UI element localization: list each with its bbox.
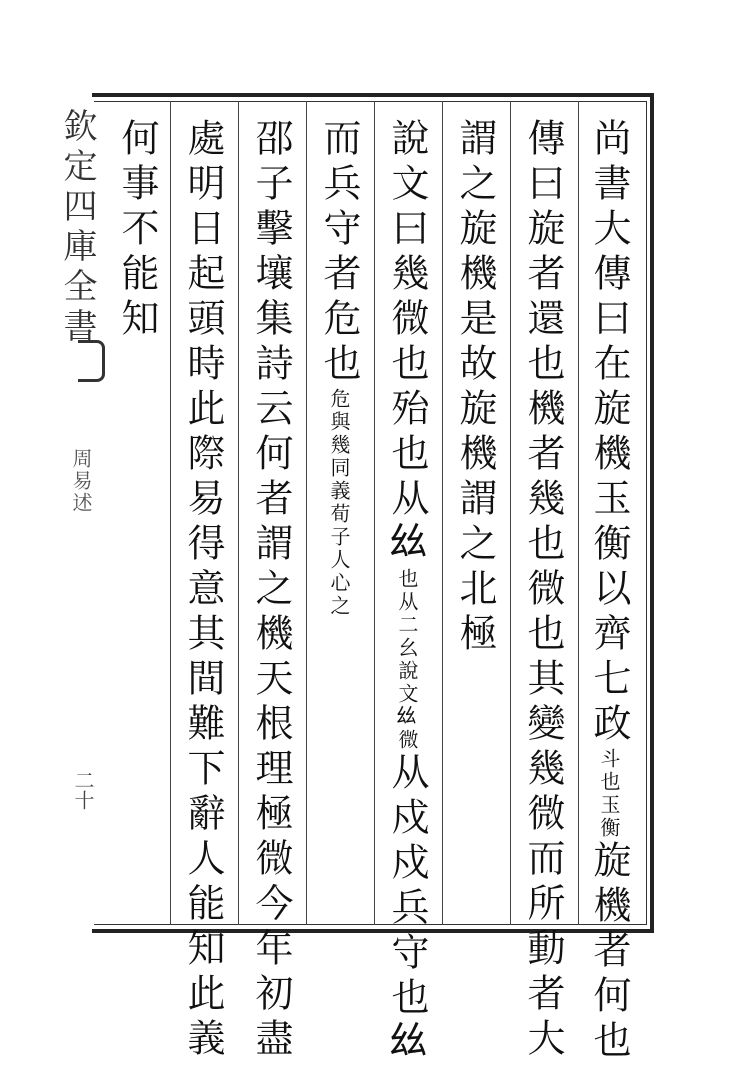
column-main-text: 何事不能知 — [115, 118, 159, 343]
column-tail-text: 从戍戍兵守也𢆶 — [385, 752, 429, 1067]
column-main-text: 尚書大傳曰在旋機玉衡以齊七政 — [587, 118, 631, 748]
note-line: 斗也 — [597, 748, 621, 794]
text-column-3 — [450, 118, 500, 658]
note-line: 說文𢆶微 — [395, 660, 419, 752]
column-main-text: 謂之旋機是故旋機謂之北極 — [453, 118, 497, 658]
column-rule — [578, 101, 579, 925]
column-rule — [306, 101, 307, 925]
column-tail-text: 旋機者何也 — [587, 840, 631, 1065]
column-main-text: 邵子擊壤集詩云何者謂之機天根理極微今年初盡 — [249, 118, 293, 1063]
margin-book-title: 欽定四庫全書 — [57, 108, 97, 348]
interlinear-note — [597, 748, 621, 840]
fishtail-mark — [78, 340, 105, 382]
column-rule — [510, 101, 511, 925]
column-main-text: 而兵守者危也 — [317, 118, 361, 388]
column-rule — [170, 101, 171, 925]
column-main-text: 處明日起頭時此際易得意其間難下辭人能知此義 — [181, 118, 225, 1063]
text-column-8 — [112, 118, 162, 343]
text-column-7 — [178, 118, 228, 1063]
interlinear-note — [395, 568, 419, 752]
column-main-text: 說文曰幾微也殆也从𢆶 — [385, 118, 429, 568]
note-line: 也从二幺 — [395, 568, 419, 660]
interlinear-note — [327, 388, 351, 618]
note-line: 玉衡 — [597, 794, 621, 840]
text-column-6 — [246, 118, 296, 1063]
text-column-1 — [584, 118, 634, 1065]
note-line: 危與幾同義 — [327, 388, 351, 503]
note-line: 荀子人心之 — [327, 503, 351, 618]
text-column-4 — [382, 118, 432, 1067]
column-rule — [374, 101, 375, 925]
text-column-2 — [518, 118, 568, 1063]
margin-section-title: 周易述 — [69, 448, 93, 514]
margin-page-number: 二十 — [71, 770, 95, 810]
column-main-text: 傳曰旋者還也機者幾也微也其變幾微而所動者大 — [521, 118, 565, 1063]
text-column-5 — [314, 118, 364, 618]
column-rule — [238, 101, 239, 925]
column-rule — [442, 101, 443, 925]
